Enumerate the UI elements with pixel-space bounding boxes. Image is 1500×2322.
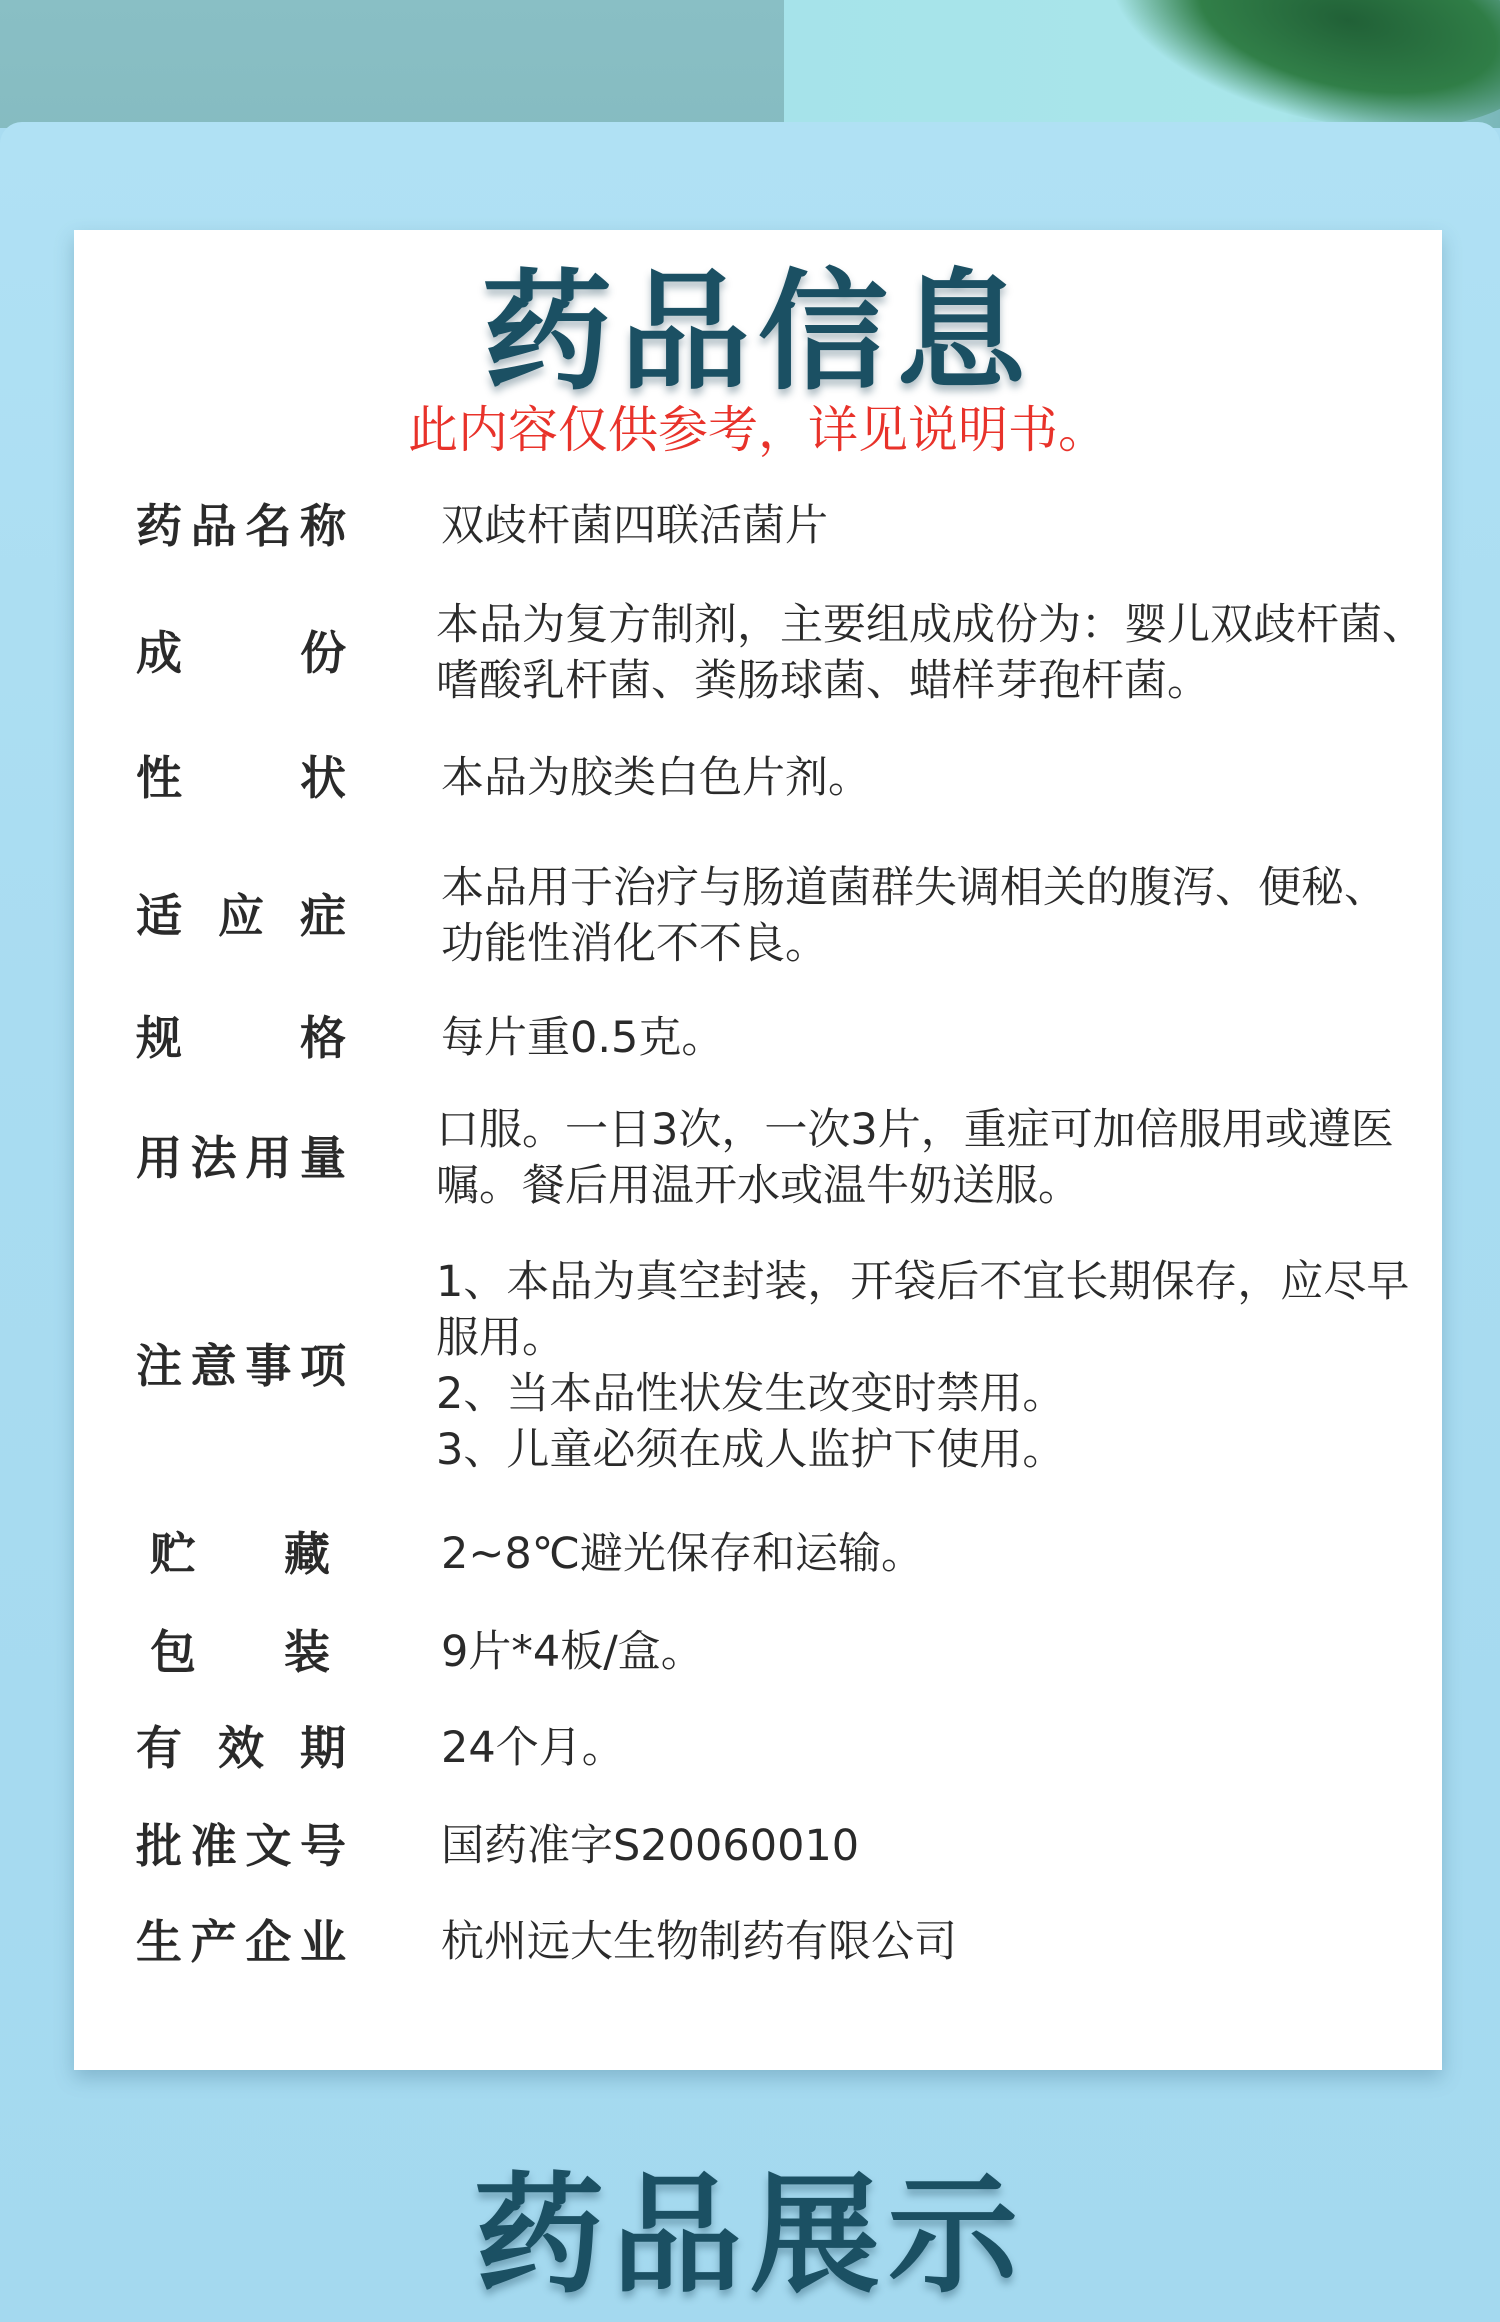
label-packaging: 包装	[150, 1625, 330, 1679]
label-storage: 贮藏	[150, 1527, 330, 1581]
precautions-line-4: 3、儿童必须在成人监护下使用。	[436, 1425, 1066, 1475]
section-title-display: 药品展示	[473, 2159, 1026, 2311]
reference-notice: 此内容仅供参考，详见说明书。	[408, 401, 1108, 459]
dosage-line-1: 口服。一日3次，一次3片，重症可加倍服用或遵医	[436, 1105, 1394, 1155]
indications-line-1: 本品用于治疗与肠道菌群失调相关的腹泻、便秘、	[441, 863, 1387, 913]
label-validity: 有效期	[136, 1721, 346, 1775]
label-dosage: 用法用量	[136, 1131, 346, 1185]
precautions-line-1: 1、本品为真空封装，开袋后不宜长期保存，应尽早	[436, 1257, 1410, 1307]
drug-info-card	[74, 230, 1442, 2070]
precautions-line-2: 服用。	[436, 1313, 565, 1363]
value-precautions	[436, 1254, 1500, 1478]
label-approval: 批准文号	[136, 1819, 346, 1873]
label-appearance: 性状	[136, 751, 346, 805]
value-manufacturer: 杭州远大生物制药有限公司	[441, 1917, 957, 1967]
value-packaging: 9片*4板/盒。	[441, 1627, 704, 1677]
label-drug-name: 药品名称	[136, 499, 346, 553]
value-storage: 2~8℃避光保存和运输。	[441, 1529, 925, 1579]
value-specification: 每片重0.5克。	[441, 1013, 725, 1063]
label-ingredients: 成份	[136, 626, 346, 680]
value-appearance: 本品为胶类白色片剂。	[441, 753, 871, 803]
top-banner	[0, 0, 1500, 128]
value-ingredients	[436, 597, 1500, 709]
top-banner-right-panel	[784, 0, 1500, 128]
value-indications	[441, 860, 1500, 972]
ingredients-line-2: 嗜酸乳杆菌、粪肠球菌、蜡样芽孢杆菌。	[436, 656, 1210, 706]
precautions-line-3: 2、当本品性状发生改变时禁用。	[436, 1369, 1066, 1419]
top-banner-left-panel	[0, 0, 784, 128]
label-specification: 规格	[136, 1011, 346, 1065]
indications-line-2: 功能性消化不不良。	[441, 919, 828, 969]
label-precautions: 注意事项	[136, 1339, 346, 1393]
value-validity: 24个月。	[441, 1723, 625, 1773]
card-title: 药品信息	[481, 256, 1034, 408]
label-indications: 适应症	[136, 889, 346, 943]
value-drug-name: 双歧杆菌四联活菌片	[441, 501, 828, 551]
label-manufacturer: 生产企业	[136, 1915, 346, 1969]
leaf-decoration	[1095, 0, 1500, 128]
dosage-line-2: 嘱。餐后用温开水或温牛奶送服。	[436, 1161, 1081, 1211]
ingredients-line-1: 本品为复方制剂，主要组成成份为：婴儿双歧杆菌、	[436, 600, 1425, 650]
value-approval: 国药准字S20060010	[441, 1821, 860, 1871]
value-dosage	[436, 1102, 1500, 1214]
